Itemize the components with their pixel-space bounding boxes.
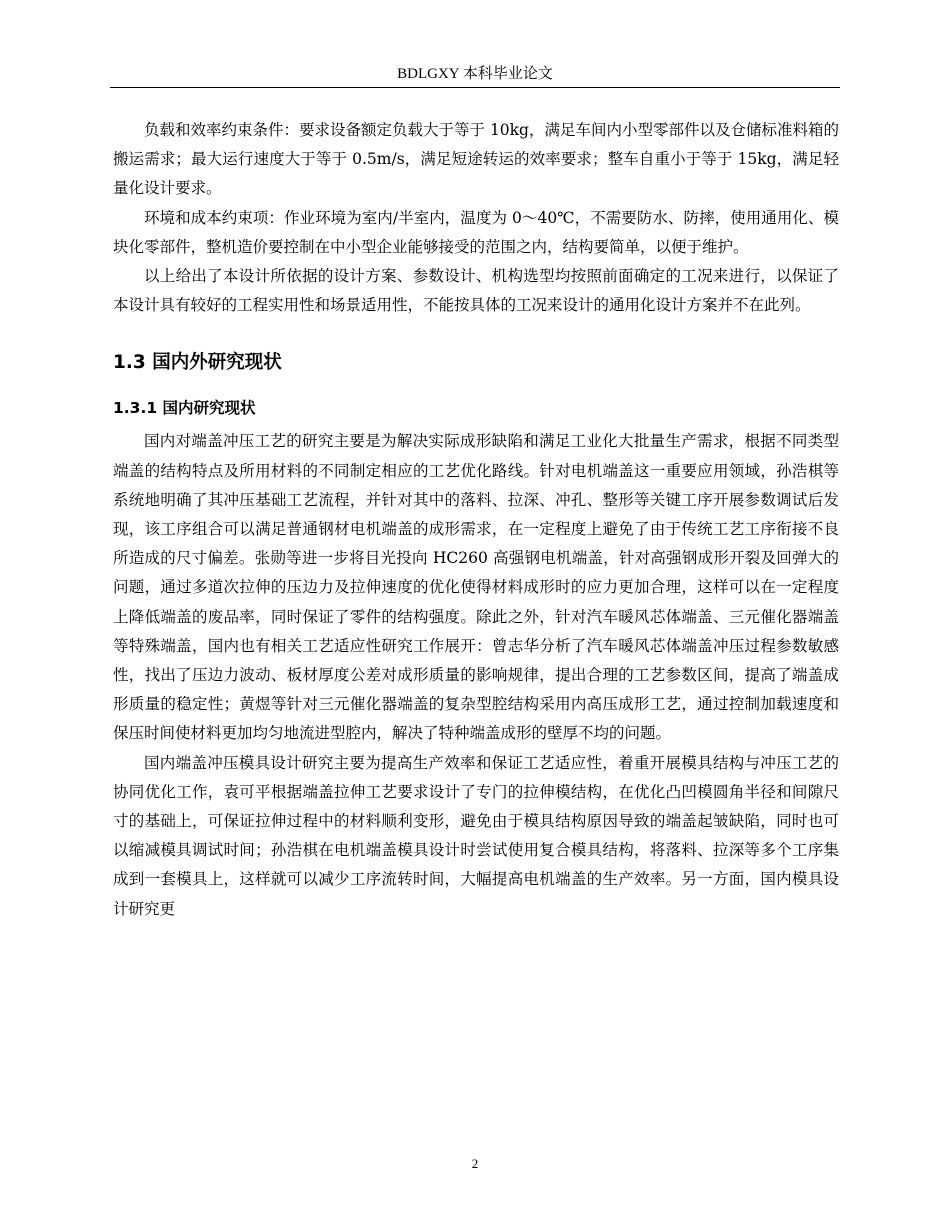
paragraph-environment-constraints: 环境和成本约束项：作业环境为室内/半室内，温度为 0～40℃，不需要防水、防摔，使用通用化、模块化零部件，整机造价要控制在中小型企业能够接受的范围之内，结构要简单，以便于维护。 — [113, 208, 839, 256]
page-body — [113, 116, 839, 924]
header-divider — [110, 87, 840, 88]
paragraph-load-constraints: 负载和效率约束条件：要求设备额定负载大于等于 10kg，满足车间内小型零部件以及仓储标准料箱的搬运需求；最大运行速度大于等于 0.5m/s，满足短途转运的效率要求；整车自重小于等于 15kg，满足轻量化设计要求。 — [113, 121, 839, 198]
paragraph-die-design-research: 国内端盖冲压模具设计研究主要为提高生产效率和保证工艺适应性，着重开展模具结构与冲压工艺的协同优化工作，袁可平根据端盖拉伸工艺要求设计了专门的拉伸模结构，在优化凸凹模圆角半径和间隙尺寸的基础上，可保证拉伸过程中的材料顺利变形，避免由于模具结构原因导致的端盖起皱缺陷，同时也可以缩减模具调试时间；孙浩棋在电机端盖模具设计时尝试使用复合模具结构，将落料、拉深等多个工序集成到一套模具上，这样就可以减少工序流转时间，大幅提高电机端盖的生产效率。另一方面，国内模具设计研究更 — [113, 753, 839, 918]
paragraph-design-basis: 以上给出了本设计所依据的设计方案、参数设计、机构选型均按照前面确定的工况来进行，以保证了本设计具有较好的工程实用性和场景适用性，不能按具体的工况来设计的通用化设计方案并不在此列。 — [113, 267, 839, 315]
page-number: 2 — [471, 1156, 479, 1171]
subsection-heading: 1.3.1 国内研究现状 — [113, 399, 256, 418]
paragraph-process-research: 国内对端盖冲压工艺的研究主要是为解决实际成形缺陷和满足工业化大批量生产需求，根据不同类型端盖的结构特点及所用材料的不同制定相应的工艺优化路线。针对电机端盖这一重要应用领域，孙浩棋等系统地明确了其冲压基础工艺流程，并针对其中的落料、拉深、冲孔、整形等关键工序开展参数调试后发现，该工序组合可以满足普通钢材电机端盖的成形需求，在一定程度上避免了由于传统工艺工序衔接不良所造成的尺寸偏差。张勋等进一步将目光投向 HC260 高强钢电机端盖，针对高强钢成形开裂及回弹大的问题，通过多道次拉伸的压边力及拉伸速度的优化使得材料成形时的应力更加合理，这样可以在一定程度上降低端盖的废品率，同时保证了零件的结构强度。除此之外，针对汽车暖风芯体端盖、三元催化器端盖等特殊端盖，国内也有相关工艺适应性研究工作展开：曾志华分析了汽车暖风芯体端盖冲压过程参数敏感性，找出了压边力波动、板材厚度公差对成形质量的影响规律，提出合理的工艺参数区间，提高了端盖成形质量的稳定性；黄煜等针对三元催化器端盖的复杂型腔结构采用内高压成形工艺，通过控制加载速度和保压时间使材料更加均匀地流进型腔内，解决了特种端盖成形的壁厚不均的问题。 — [113, 432, 839, 743]
running-header: BDLGXY 本科毕业论文 — [397, 66, 553, 82]
section-heading: 1.3 国内外研究现状 — [113, 352, 282, 374]
